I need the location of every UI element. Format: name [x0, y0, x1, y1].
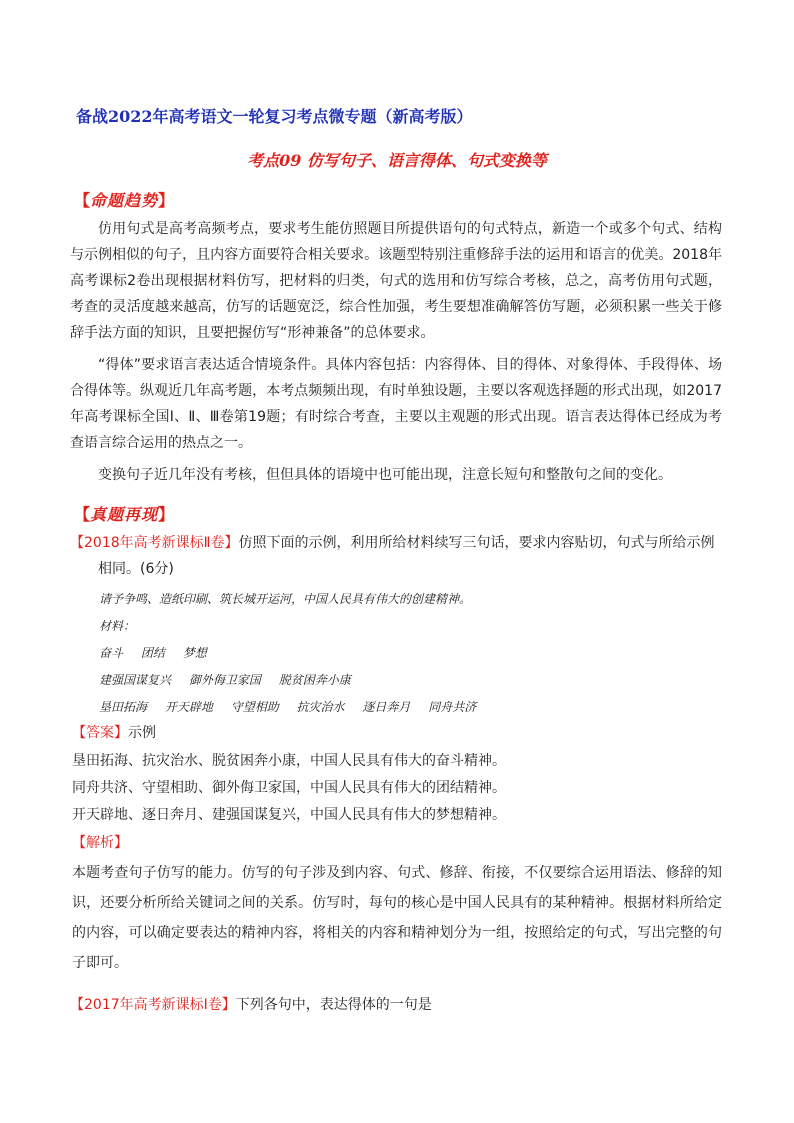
- trend-paragraph-3: 变换句子近几年没有考核，但但具体的语境中也可能出现，注意长短句和整散句之间的变化。: [98, 467, 672, 483]
- material-item: 团结: [140, 646, 165, 660]
- trend-paragraph-2: “得体”要求语言表达适合情境条件。具体内容包括：内容得体、目的得体、对象得体、手段得体、场合得体等。纵观近几年高考题，本考点频频出现，有时单独设题，主要以客观选择题的形式出现，如2017年高考课标全国Ⅰ、Ⅱ、Ⅲ卷第19题；有时综合考查，主要以主观题的形式出现。语言表达得体已经成为考查语言综合运用的热点之一。: [70, 357, 722, 451]
- trend-paragraph-1: 仿用句式是高考高频考点，要求考生能仿照题目所提供语句的句式特点，新造一个或多个句式、结构与示例相似的句子，且内容方面要符合相关要求。该题型特别注重修辞手法的运用和语言的优美。2018年高考课标2卷出现根据材料仿写，把材料的归类，句式的选用和仿写综合考核，总之，高考仿用句式题，考查的灵活度越来越高，仿写的话题宽泛，综合性加强，考生要想准确解答仿写题，必须积累一些关于修辞手法方面的知识，且要把握仿写“形神兼备”的总体要求。: [70, 221, 722, 341]
- answer-line-2: 同舟共济、守望相助、御外侮卫家国，中国人民具有伟大的团结精神。: [72, 780, 506, 796]
- question-1-prompt: 仿照下面的示例，利用所给材料续写三句话，要求内容贴切，句式与所给示例: [238, 535, 715, 551]
- material-row-2: [99, 671, 365, 688]
- material-item: 同舟共济: [428, 700, 477, 714]
- section-heading-real: 【真题再现】: [74, 505, 175, 524]
- material-item: 守望相助: [230, 700, 279, 714]
- question-2-line: [70, 992, 722, 1018]
- section-heading-trend: 【命题趋势】: [74, 191, 175, 210]
- material-item: 奋斗: [99, 646, 124, 660]
- question-1-tag: 【2018年高考新课标Ⅱ卷】: [70, 535, 239, 551]
- question-1-example: 请予争鸣、造纸印刷、筑长城开运河，中国人民具有伟大的创建精神。: [99, 592, 472, 606]
- material-item: 抗灾治水: [296, 700, 345, 714]
- material-row-1: [99, 644, 221, 661]
- material-item: 脱贫困奔小康: [278, 673, 351, 687]
- material-item: 建强国谋复兴: [99, 673, 172, 687]
- answer-heading: 【答案】示例: [72, 725, 156, 741]
- question-1-line: [70, 530, 722, 556]
- material-item: 开天辟地: [164, 700, 213, 714]
- analysis-text: 本题考查句子仿写的能力。仿写的句子涉及到内容、句式、修辞、衔接，不仅要综合运用语法、修辞的知识，还要分析所给关键词之间的关系。仿写时，每句的核心是中国人民具有的某种精神。根据材料所给定的内容，可以确定要表达的精神内容，将相关的内容和精神划分为一组，按照给定的句式，写出完整的句子即可。: [72, 865, 722, 971]
- topic-title: 考点09 仿写句子、语言得体、句式变换等: [247, 151, 547, 170]
- question-2-tag: 【2017年高考新课标Ⅰ卷】: [70, 997, 236, 1013]
- material-item: 梦想: [182, 646, 207, 660]
- answer-line-1: 垦田拓海、抗灾治水、脱贫困奔小康，中国人民具有伟大的奋斗精神。: [72, 753, 506, 769]
- question-2-prompt: 下列各句中，表达得体的一句是: [235, 997, 432, 1013]
- question-1-prompt-cont: 相同。(6分): [98, 561, 174, 577]
- material-label: 材料：: [99, 619, 136, 633]
- document-title: 备战2022年高考语文一轮复习考点微专题（新高考版）: [76, 107, 473, 126]
- analysis-heading: 【解析】: [72, 835, 128, 851]
- material-item: 逐日奔月: [362, 700, 411, 714]
- material-item: 御外侮卫家国: [188, 673, 261, 687]
- material-item: 垦田拓海: [99, 700, 148, 714]
- answer-line-3: 开天辟地、逐日奔月、建强国谋复兴，中国人民具有伟大的梦想精神。: [72, 807, 506, 823]
- material-row-3: [99, 698, 490, 715]
